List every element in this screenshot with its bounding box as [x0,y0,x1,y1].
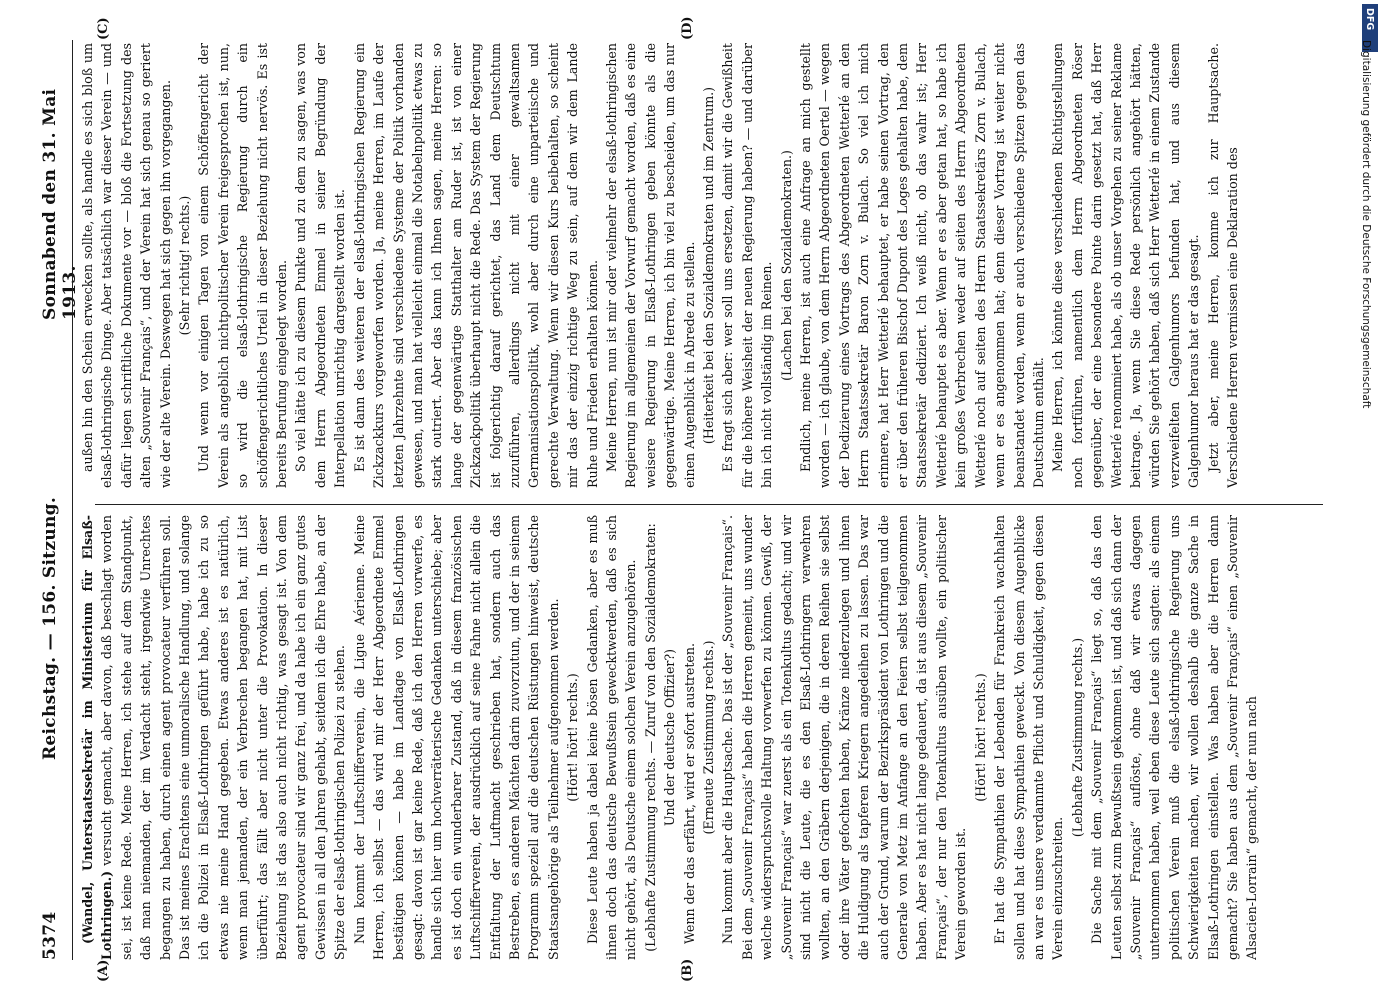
paragraph [194,43,291,488]
margin-marker-d: (D) [680,16,695,40]
left-text-column [78,515,1323,960]
header-left-title: Reichstag. — 156. Sitzung. [40,496,60,760]
stage-direction [641,515,680,960]
column-divider [95,504,1323,505]
paragraph [796,43,1048,488]
page-header [40,40,80,960]
stage-direction [971,515,990,960]
paragraph [350,43,602,488]
margin-marker-c: (C) [96,17,111,40]
paragraph-text: (Erneute Zustimmung rechts.) [701,640,716,835]
paragraph-text: versucht gemacht, aber davon, daß beschlagt worden sei, ist keine Rede. Meine Herren, ich stehe auf dem Standpunkt, daß man niemanden, der im Verdacht steht, irgendwie Unrechtes begangen zu haben, durch einen agent provocateur verführen soll. Das ist meines Erachtens eine unmoralische Handlung, und solange ich die Polizei in Elsaß-Lothringen geführt habe, habe ich zu so etwas nie meine Hand gegeben. Etwas anderes ist es natürlich, wenn man jemanden, der ein Verbrechen begangen hat, mit List überführt; das fällt aber nicht unter die Provokation. In dieser Beziehung ist das also auch nicht richtig, was gesagt ist. Von dem agent provocateur sind wir ganz frei, und da habe ich ein ganz gutes Gewissen in all den Jahren gehabt, seitdem ich die Ehre habe, an der Spitze der elsaß-lothringischen Polizei zu stehen. [99,515,348,960]
paragraph [78,515,350,960]
stage-direction [699,515,718,960]
paragraph-text: Und wenn vor einigen Tagen von einem Schöffengericht der Verein als angeblich nichtpolitischer Verein freigesprochen ist, nun, so wird die elsaß-lothringische Regierung durch ein schöffengerichtliches Urteil in dieser Beziehung nicht nervös. Es ist bereits Berufung eingelegt worden. [196,43,290,488]
paragraph [583,515,641,960]
digitization-credit-text: Digitalisierung gefördert durch die Deutsche Forschungsgemeinschaft [1360,40,1372,409]
paragraph [1048,43,1203,488]
paragraph-text: außen hin den Schein erwecken sollte, als handle es sich bloß um elsaß-lothringische Dinge. Aber tatsächlich war dieser Verein — und dafür liegen schriftliche Dokumente vor — bloß die Fortsetzung des alten „Souvenir Français“, und der Verein hat sich genau so geriert wie der alte Verein. Deswegen hat sich gegen ihn vorgegangen. [80,43,173,488]
paragraph [680,515,699,960]
paragraph-text: Nun kommt der Luftschifferverein, die Ligue Aérienne. Meine Herren, ich selbst — das wird mir der Herr Abgeordnete Emmel bestätigen können — habe im Landtage von Elsaß-Lothringen gesagt: davon ist gar keine Rede, daß ich den Herren vorwerfe, es handle sich hier um hochverräterische Gedanken unterschiebe; aber es ist doch ein wunderbarer Zustand, daß in diesem französischen Luftschifferverein, der ausdrücklich auf seine Fahne nicht allein die Entfaltung der Luftmacht geschrieben hat, sondern auch das Bestreben, es anderen Mächten darin zuvorzutun, und der in seinem Programm speziell auf die deutschen Rüstungen hinweist, deutsche Staatsangehörige als Teilnehmer aufgenommen werden. [351,515,561,960]
paragraph-text: (Sehr richtig! rechts.) [177,195,193,336]
paragraph [291,43,349,488]
stage-direction [699,43,718,488]
speaker-label: (Wandel, Unterstaatssekretär im Ministerium für Elsaß-Lothringen.) [80,515,115,960]
paragraph-text: So viel hätte ich zu diesem Punkte und zu dem zu sagen, was von dem Herrn Abgeordneten Emmel in seiner Begründung der Interpellation unrichtig dargestellt worden ist. [293,43,348,488]
paragraph-text: Endlich, meine Herren, ist auch eine Anfrage an mich gestellt worden — ich glaube, von dem Herrn Abgeordneten Oertel — wegen der Dedizierung eines Vortrags des Abgeordneten Wetterlé an den Herrn Staatssekretär Baron Zorn v. Bulach. So viel ich mich erinnere, hat Herr Wetterlé behauptet, er habe seinen Vortrag, den er über den früheren Bischof Dupont des Loges gehalten habe, dem Staatssekretär dediziert. Ich weiß nicht, ob das wahr ist; Herr Wetterlé behauptet es aber. Wenn er es aber getan hat, so habe ich kein großes Verbrechen weder auf seiten des Herrn Abgeordneten Wetterlé noch auf seiten des Herrn Staatssekretärs Zorn v. Bulach, wenn er es angenommen hat; denn dieser Vortrag ist weiter nicht beanstandet worden, wenn er auch verschiedene Spitzen gegen das Deutschtum enthält. [798,43,1046,488]
paragraph-text: Jetzt aber, meine Herren, komme ich zur Hauptsache. Verschiedene Herren vermissen eine Deklaration des [1205,43,1240,488]
header-rule [72,40,73,960]
paragraph-text: (Hört! hört! rechts.) [565,673,581,802]
paragraph [1204,43,1243,488]
margin-marker-a: (A) [96,959,111,982]
stage-direction [563,515,582,960]
stage-direction [1068,515,1087,960]
right-text-column [78,43,1323,488]
paragraph-text: Es ist dann des weiteren der elsaß-lothringischen Regierung ein Zickzackkurs vorgeworfen worden. Ja, meine Herren, im Laufe der letzten Jahrzehnte sind verschiedene Systeme der Politik vorhanden gewesen, und man hat vielleicht einmal die Notabelnpolitik etwas zu stark outriert. Aber das kann ich Ihnen sagen, meine Herren: so lange der gegenwärtige Statthalter am Ruder ist, ist von einer Zickzackpolitik überhaupt nicht die Rede. Das System der Regierung ist folgerichtig darauf gerichtet, das Land dem Deutschtum zuzuführen, allerdings nicht mit einer gewaltsamen Germanisationspolitik, wohl aber durch eine unparteiische und gerechte Verwaltung. Wenn wir diesen Kurs beibehalten, so scheint mir das der einzig richtige Weg zu sein, auf dem wir dem Lande Ruhe und Frieden erhalten können. [351,43,600,488]
stage-direction [175,43,194,488]
paragraph [718,515,970,960]
paragraph-text: Wenn der das erfährt, wird er sofort austreten. [681,643,697,944]
paragraph-text: Nun kommt aber die Hauptsache. Das ist der „Souvenir Français“. Bei dem „Souvenir Français“ haben die Herren gemeint, uns wunder welche widerspruchsvolle Haltung vorwerfen zu können. Gewiß, der „Souvenir Français“ war zuerst als ein Totenkultus gedacht; und wir sind nicht die Leute, die es den Elsaß-Lothringern verwehren wollten, an den Gräbern derjenigen, die in deren Reihen sie selbst oder ihre Väter gefochten haben, Kränze niederzulegen und ihnen die Huldigung als tapferen Kriegern angedeihen zu lassen. Das war auch der Grund, warum der Bezirkspräsident von Lothringen und die Generale von Metz im Anfange an den Feiern selbst teilgenommen haben. Aber es hat nicht lange gedauert, da ist aus diesem „Souvenir Français“, der nur den Totenkultus ausüben wollte, ein politischer Verein geworden ist. [720,515,969,960]
paragraph-text: (Heiterkeit bei den Sozialdemokraten und im Zentrum.) [701,86,716,445]
stage-direction [777,43,796,488]
paragraph [602,43,699,488]
paragraph-text: (Hört! hört! rechts.) [972,673,988,802]
margin-marker-b: (B) [680,958,695,982]
paragraph-text: Diese Leute haben ja dabei keine bösen Gedanken, aber es muß ihnen doch das deutsche Bewußtsein gewecktwerden, daß es sich nicht gehört, als Deutsche einem solchen Verein anzugehören. [584,515,639,960]
paragraph-text: Meine Herren, ich könnte diese verschiedenen Richtigstellungen noch fortführen, namentlich dem Herrn Abgeordneten Röser gegenüber, der eine besondere Pointe darin gesetzt hat, daß Herr Wetterlé renommiert habe, als ob unser Vorgehen zu seiner Reklame beitrage. Ja, wenn Sie diese Rede persönlich angehört hätten, würden Sie gehört haben, daß sich Herr Wetterlé in einem Zustande verzweifelten Galgenhumors befunden hat, und aus diesem Galgenhumor heraus hat er das gesagt. [1050,43,1202,488]
paragraph-text: (Lachen bei den Sozialdemokraten.) [778,150,794,381]
header-right-title: Sonnabend den 31. Mai 1913. [40,88,80,320]
dfg-logo-text: DFG [1364,8,1375,31]
paragraph [350,515,563,960]
paragraph [1087,515,1262,960]
paragraph [990,515,1068,960]
paragraph [718,43,776,488]
paragraph-text: (Lebhafte Zustimmung rechts.) [1069,637,1085,838]
paragraph-text: Meine Herren, nun ist mir oder vielmehr der elsaß-lothringischen Regierung im allgemeinen der Vorwurf gemacht worden, daß es eine weisere Regierung in Elsaß-Lothringen geben könnte als die gegenwärtige. Meine Herren, ich bin viel zu bescheiden, um das nur einen Augenblick in Abrede zu stellen. [603,43,697,488]
paragraph-text: Die Sache mit dem „Souvenir Français“ liegt so, daß das den Leuten selbst zum Bewußtsein gekommen ist, und daß sich dann der „Souvenir Français“ auflöste, ohne daß wir etwas dagegen unternommen haben, weil eben diese Leute sich sagten: als einem politischen Verein muß die elsaß-lothringische Regierung uns Schwierigkeiten machen, wir wollen deshalb die ganze Sache in Elsaß-Lothringen einstellen. Was haben aber die Herren dann gemacht? Sie haben aus dem „Souvenir Français“ einen „Souvenir Alsacien-Lorrain“ gemacht, der nun nach [1089,515,1260,960]
paragraph [78,43,175,488]
page-number: 5374 [40,911,60,960]
paragraph-text: Er hat die Sympathien der Lebenden für Frankreich wachhalten sollen und hat diese Sympathien geweckt. Von diesem Augenblicke an war es unsere verdammte Pflicht und Schuldigkeit, gegen diesen Verein einzuschreiten. [992,515,1066,960]
digitization-credit [1358,40,1378,940]
paragraph-text: (Lebhafte Zustimmung rechts. — Zuruf von den Sozialdemokraten: Und der deutsche Offizier?) [642,523,678,952]
paragraph-text: Es fragt sich aber: wer soll uns ersetzen, damit wir die Gewißheit für die höhere Weisheit der neuen Regierung haben? — und darüber bin ich nicht vollständig im Reinen. [720,43,775,488]
